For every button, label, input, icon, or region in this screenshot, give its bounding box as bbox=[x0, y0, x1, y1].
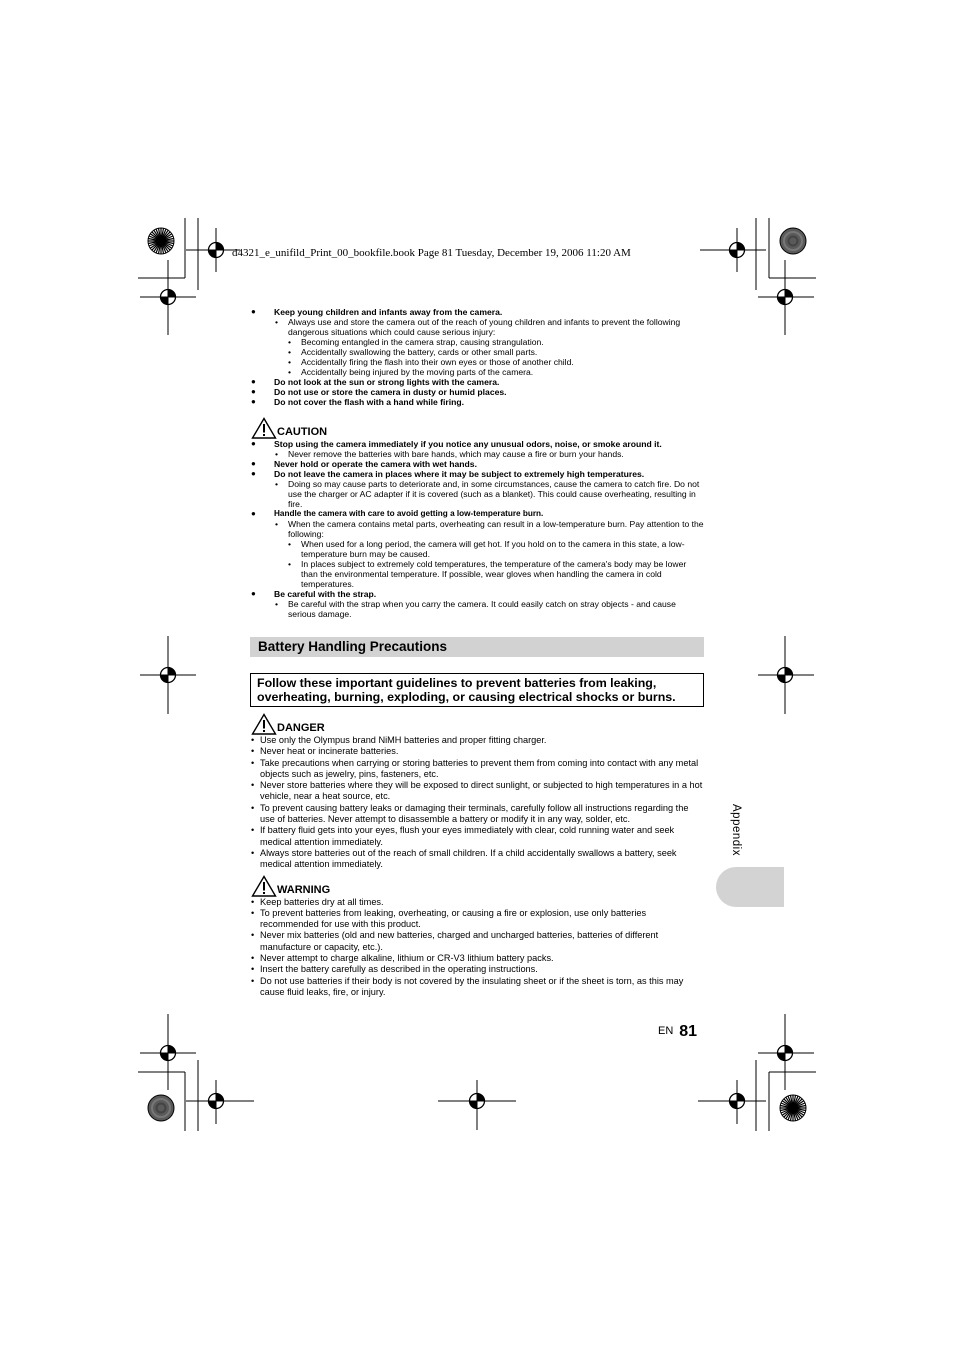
list-item: • Accidentally being injured by the moving parts of the camera. bbox=[250, 367, 704, 377]
warning-label: WARNING bbox=[277, 883, 331, 896]
list-item: ● Do not look at the sun or strong lights with the camera. bbox=[250, 377, 704, 387]
caution-heading bbox=[250, 417, 704, 439]
list-item: • Do not use batteries if their body is not covered by the insulating sheet or if the sheet is torn, as this may cause fluid leaks, fire, or injury. bbox=[250, 976, 704, 999]
list-item: ● Handle the camera with care to avoid getting a low-temperature burn. bbox=[250, 509, 704, 519]
list-item: • When used for a long period, the camera will get hot. If you hold on to the camera in this state, a low-temperature burn may be caused. bbox=[250, 539, 704, 559]
page-footer bbox=[658, 1023, 697, 1041]
list-item: ● Do not use or store the camera in dusty or humid places. bbox=[250, 387, 704, 397]
list-item: ● Be careful with the strap. bbox=[250, 589, 704, 599]
list-item: • Take precautions when carrying or storing batteries to prevent them from coming into contact with any metal objects such as jewelry, pins, fasteners, etc. bbox=[250, 758, 704, 781]
side-tab bbox=[716, 867, 784, 907]
list-item: ● Keep young children and infants away from the camera. bbox=[250, 307, 704, 317]
list-item: • Insert the battery carefully as described in the operating instructions. bbox=[250, 964, 704, 975]
list-item: • Never remove the batteries with bare hands, which may cause a fire or burn your hands. bbox=[250, 449, 704, 459]
list-item: ● Stop using the camera immediately if you notice any unusual odors, noise, or smoke around it. bbox=[250, 439, 704, 449]
list-item: • Always store batteries out of the reach of small children. If a child accidentally swallows a battery, seek medical attention immediately. bbox=[250, 848, 704, 871]
list-item: • To prevent batteries from leaking, overheating, or causing a fire or explosion, use only batteries recommended for use with this product. bbox=[250, 908, 704, 931]
list-item: • Always use and store the camera out of the reach of young children and infants to prevent the following dangerous situations which could cause serious injury: bbox=[250, 317, 704, 337]
list-item: • Becoming entangled in the camera strap, causing strangulation. bbox=[250, 337, 704, 347]
list-item: ● Never hold or operate the camera with wet hands. bbox=[250, 459, 704, 469]
page-content bbox=[250, 307, 704, 998]
list-item: • When the camera contains metal parts, overheating can result in a low-temperature burn. Pay attention to the following: bbox=[250, 519, 704, 539]
list-item: ● Do not cover the flash with a hand while firing. bbox=[250, 397, 704, 407]
language-code: EN bbox=[658, 1025, 674, 1037]
list-item: • To prevent causing battery leaks or damaging their terminals, carefully follow all instructions regarding the use of batteries. Never attempt to disassemble a battery or modify it in any way, solder, etc. bbox=[250, 803, 704, 826]
list-item: • Doing so may cause parts to deteriorate and, in some circumstances, cause the camera to catch fire. Do not use the charger or AC adapter if it is covered (such as a blanket). This could cause overheating, resulting in fire. bbox=[250, 479, 704, 509]
list-item: • Accidentally swallowing the battery, cards or other small parts. bbox=[250, 347, 704, 357]
caution-list bbox=[250, 439, 704, 619]
warning-triangle-icon bbox=[251, 417, 277, 439]
warning-heading bbox=[250, 875, 704, 897]
warning-list bbox=[250, 897, 704, 999]
danger-list bbox=[250, 735, 704, 871]
list-item: • Be careful with the strap when you carry the camera. It could easily catch on stray objects - and cause serious damage. bbox=[250, 599, 704, 619]
list-item: • Keep batteries dry at all times. bbox=[250, 897, 704, 908]
battery-notice-box: Follow these important guidelines to prevent batteries from leaking, overheating, burning, exploding, or causing electrical shocks or burns. bbox=[250, 673, 704, 707]
list-item: • Never attempt to charge alkaline, lithium or CR-V3 lithium battery packs. bbox=[250, 953, 704, 964]
list-item: • Accidentally firing the flash into their own eyes or those of another child. bbox=[250, 357, 704, 367]
danger-label: DANGER bbox=[277, 722, 325, 734]
page-number: 81 bbox=[679, 1023, 698, 1040]
list-item: • If battery fluid gets into your eyes, flush your eyes immediately with clear, cold running water and seek medical attention immediately. bbox=[250, 825, 704, 848]
list-item: • Never store batteries where they will be exposed to direct sunlight, or subjected to high temperatures in a hot vehicle, near a heat source, etc. bbox=[250, 780, 704, 803]
list-item: • Never heat or incinerate batteries. bbox=[250, 746, 704, 757]
list-item: • Never mix batteries (old and new batteries, charged and uncharged batteries, batteries of different manufacture or capacity, etc.). bbox=[250, 930, 704, 953]
side-tab-label: Appendix bbox=[730, 804, 742, 856]
general-precautions-list bbox=[250, 307, 704, 407]
list-item: • Use only the Olympus brand NiMH batteries and proper fitting charger. bbox=[250, 735, 704, 746]
warning-triangle-icon bbox=[251, 875, 277, 897]
caution-label: CAUTION bbox=[277, 426, 328, 438]
file-info-header: d4321_e_unifild_Print_00_bookfile.book Page 81 Tuesday, December 19, 2006 11:20 AM bbox=[232, 247, 631, 259]
list-item: ● Do not leave the camera in places where it may be subject to extremely high temperatures. bbox=[250, 469, 704, 479]
list-item: • In places subject to extremely cold temperatures, the temperature of the camera's body may be lower than the environmental temperature. If possible, wear gloves when handling the camera in cold temperatures. bbox=[250, 559, 704, 589]
warning-triangle-icon bbox=[251, 713, 277, 735]
section-title: Battery Handling Precautions bbox=[250, 637, 704, 657]
danger-heading bbox=[250, 713, 704, 735]
